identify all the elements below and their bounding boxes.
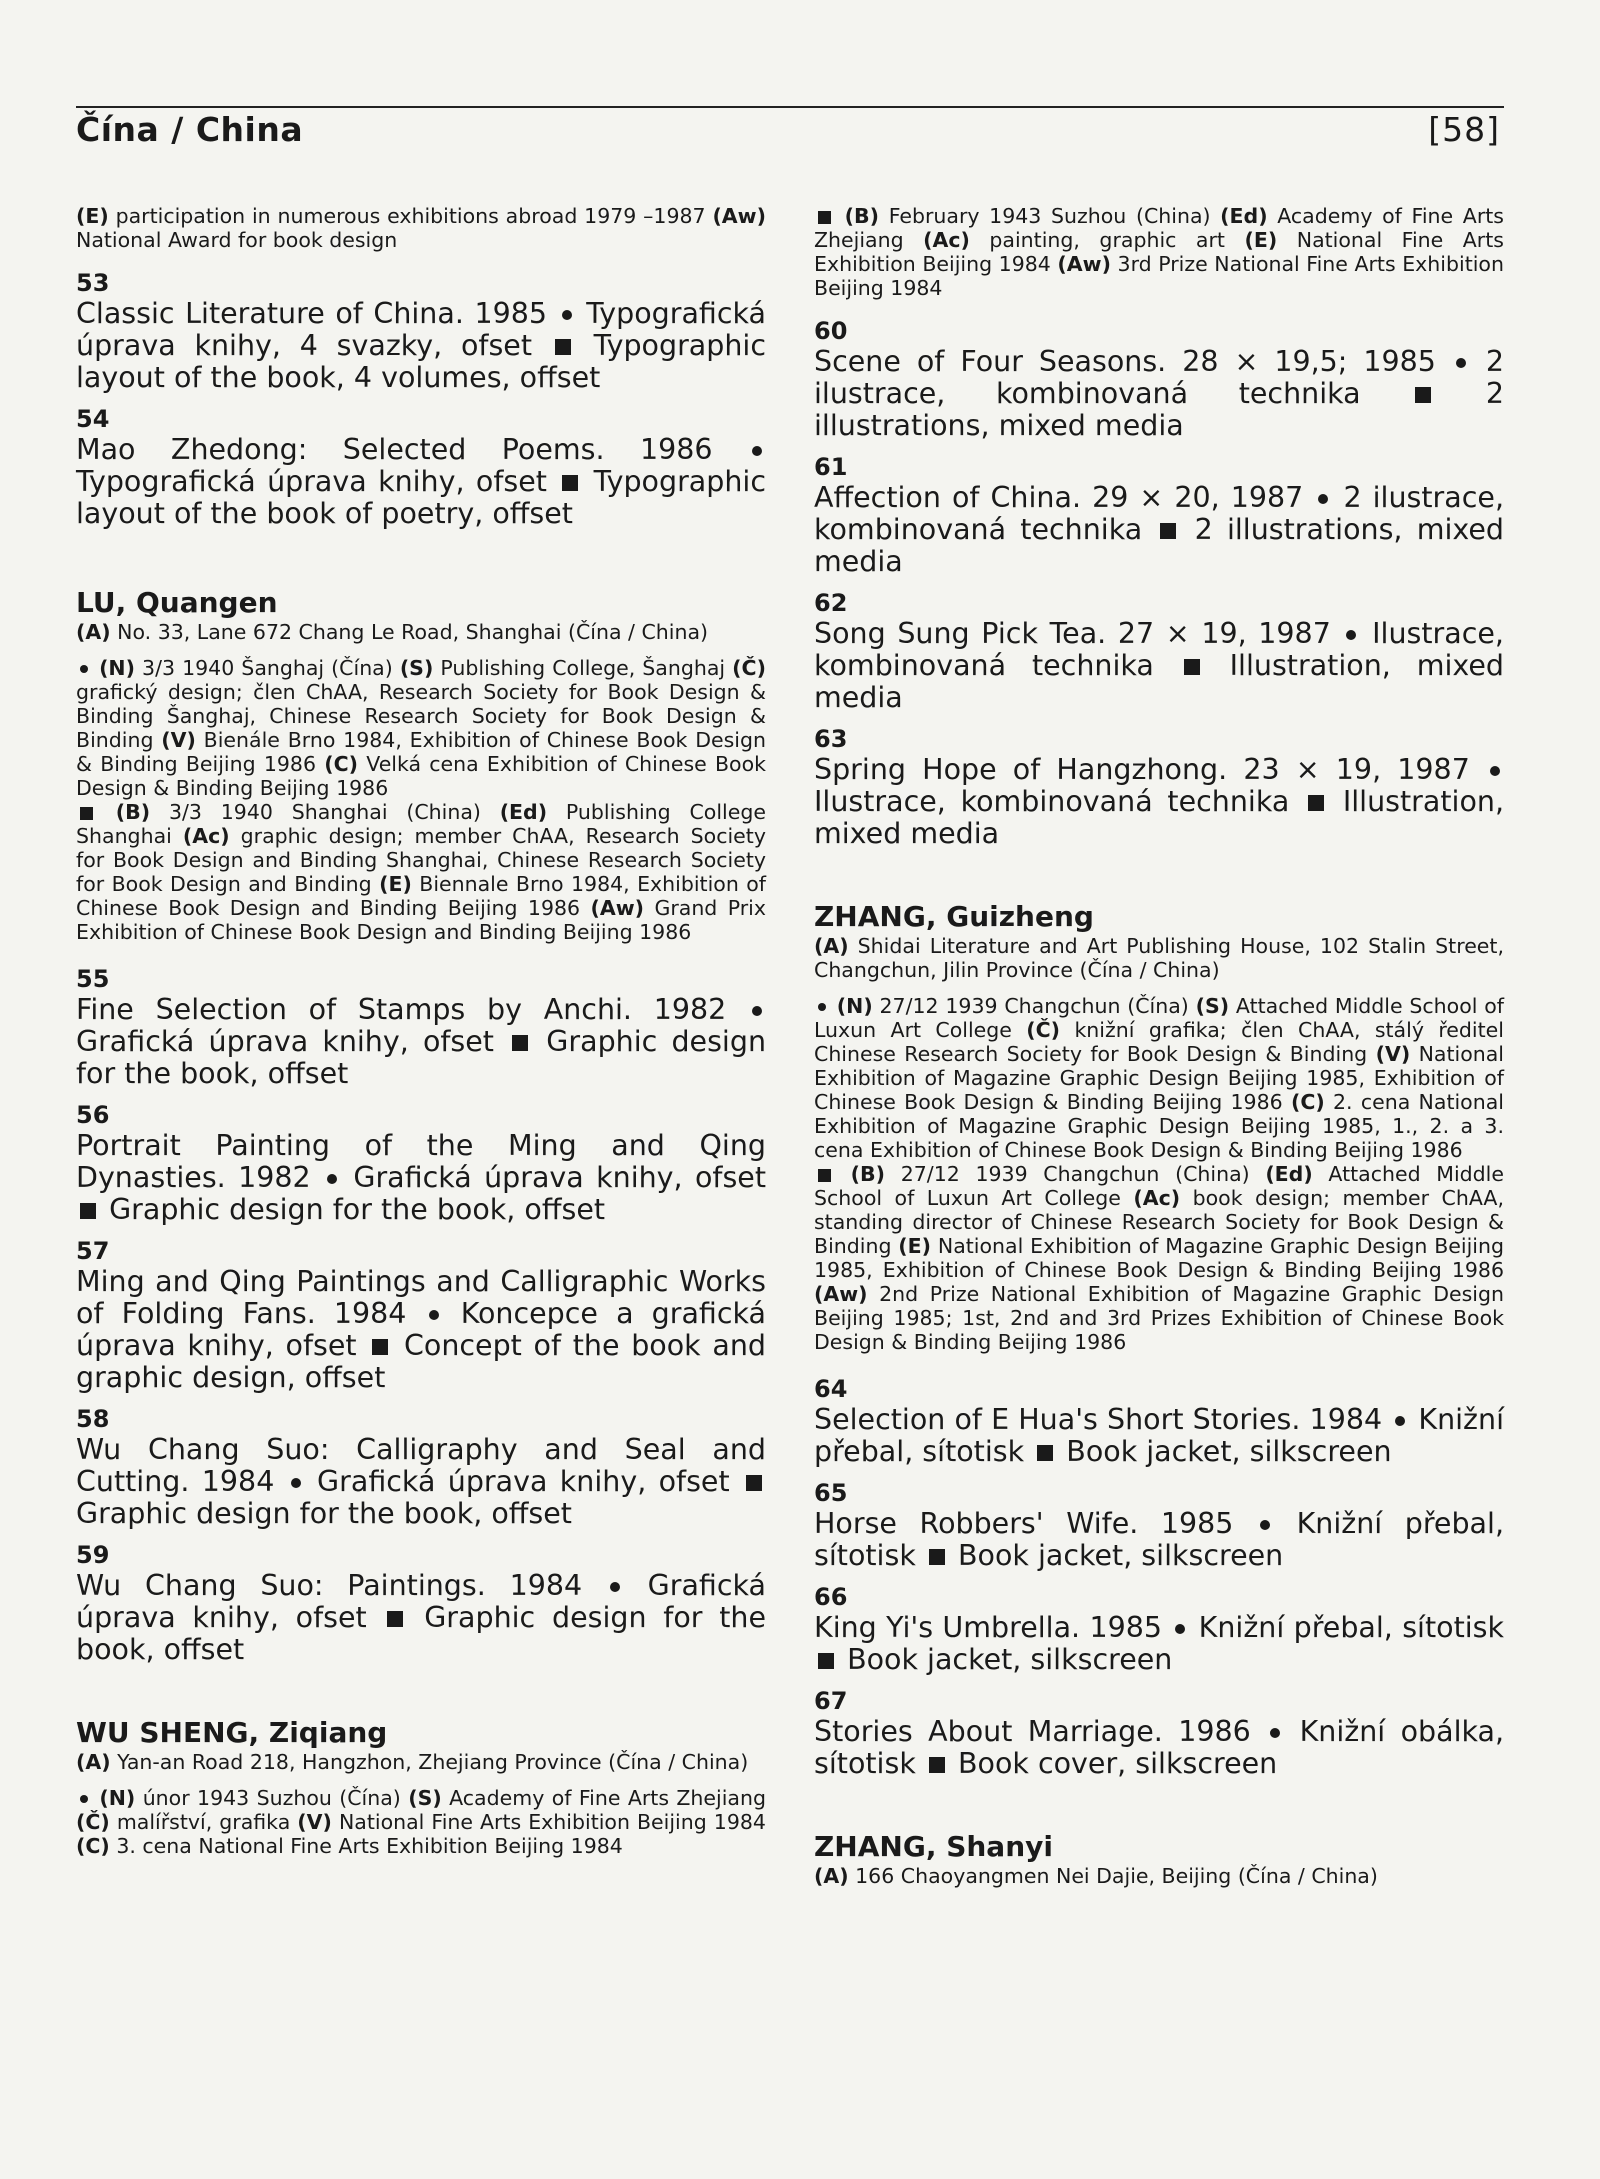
page-header: [76, 110, 1504, 160]
square-icon: [818, 1169, 831, 1182]
bullet-icon: [291, 1478, 301, 1488]
bio-text: 3/3 1940 Šanghaj (Čína): [142, 656, 393, 680]
square-icon: [818, 1653, 834, 1669]
entry-number: 61: [814, 453, 848, 481]
entry-en: Graphic design for the book, offset: [76, 1497, 572, 1530]
tag-cc: (C): [324, 752, 359, 776]
bio-text: National Exhibition of Magazine Graphic Design Beijing 1985, Exhibition of Chinese Book Design & Binding Beijing 1986: [814, 1234, 1504, 1282]
entry-description: [76, 994, 766, 1090]
entry-cz: Grafická úprava knihy, ofset: [353, 1161, 767, 1194]
entry: [76, 1540, 766, 1666]
entry-number: 55: [76, 965, 110, 993]
bio-text: Grand Prix Exhibition of Chinese Book Design and Binding Beijing 1986: [76, 896, 766, 944]
bio-text: Biennale Brno 1984, Exhibition of Chinese Book Design and Binding Beijing 1986: [76, 872, 766, 920]
entry-cz: Grafická úprava knihy, ofset: [76, 1025, 494, 1058]
entry: [76, 1236, 766, 1394]
bio-text: National Fine Arts Exhibition Beijing 1984: [338, 1810, 766, 1834]
entry-en: Typographic layout of the book of poetry, offset: [76, 465, 766, 530]
entry-description: [814, 346, 1504, 442]
tag-aw: (Aw): [712, 204, 766, 228]
tag-e: (E): [379, 872, 412, 896]
bullet-icon: [429, 1310, 439, 1320]
bullet-icon: [1260, 1520, 1270, 1530]
tag-a: (A): [814, 1864, 849, 1888]
entry-title: Wu Chang Suo: Paintings. 1984: [76, 1569, 583, 1602]
entry-title: Ming and Qing Paintings and Calligraphic Works of Folding Fans. 1984: [76, 1265, 766, 1330]
artist-bio-en: [814, 204, 1504, 300]
tag-n: (N): [99, 656, 135, 680]
entry-en: Book jacket, silkscreen: [957, 1539, 1284, 1572]
entry: [76, 1404, 766, 1530]
entry-title: Portrait Painting of the Ming and Qing Dynasties. 1982: [76, 1129, 766, 1194]
entry: [76, 268, 766, 394]
bullet-icon: [80, 1795, 88, 1803]
entry-cz: Grafická úprava knihy, ofset: [76, 1569, 766, 1634]
square-icon: [387, 1611, 403, 1627]
bio-text: 2. cena National Exhibition of Magazine Graphic Design Beijing 1985, 1., 2. a 3. cena Exhibition of Chinese Book Design & Binding Beijing 1986: [814, 1090, 1504, 1162]
artist-address: [76, 620, 766, 644]
artist-zhang-shanyi: [814, 1830, 1504, 1888]
header-rule: [76, 106, 1504, 108]
entry-description: [76, 298, 766, 394]
tag-v: (V): [161, 728, 196, 752]
bullet-icon: [818, 1003, 826, 1011]
bullet-icon: [752, 446, 762, 456]
bio-text: 27/12 1939 Changchun (China): [900, 1162, 1250, 1186]
bullet-icon: [1175, 1624, 1185, 1634]
artist-address: [814, 1864, 1504, 1888]
address-text: Shidai Literature and Art Publishing House, 102 Stalin Street, Changchun, Jilin Province (Čína / China): [814, 934, 1504, 982]
bio-text: 3rd Prize National Fine Arts Exhibition Beijing 1984: [814, 252, 1504, 300]
entry-en: Illustration, mixed media: [814, 649, 1505, 714]
tag-b: (B): [844, 204, 880, 228]
bio-text: grafický design; člen ChAA, Research Society for Book Design & Binding Šanghaj, Chinese Research Society for Book Design & Binding: [76, 680, 766, 752]
tag-s: (S): [408, 1786, 442, 1810]
bio-text: graphic design; member ChAA, Research Society for Book Design and Binding Shanghai, Chinese Research Society for Book Design and Binding: [76, 824, 766, 896]
bio-text: Academy of Fine Arts Zhejiang: [449, 1786, 766, 1810]
entry: [814, 588, 1504, 714]
bio-text: 3/3 1940 Shanghai (China): [168, 800, 481, 824]
address-text: 166 Chaoyangmen Nei Dajie, Beijing (Čína / China): [855, 1864, 1378, 1888]
bullet-icon: [327, 1174, 337, 1184]
entry-description: [76, 1570, 766, 1666]
bio-text: 2nd Prize National Exhibition of Magazine Graphic Design Beijing 1985; 1st, 2nd and 3rd Prizes Exhibition of Chinese Book Design & Binding Beijing 1986: [814, 1282, 1504, 1354]
entry-description: [814, 754, 1504, 850]
entry-number: 66: [814, 1583, 848, 1611]
entry-number: 62: [814, 589, 848, 617]
entry-cz: Knižní přebal, sítotisk: [1198, 1611, 1505, 1644]
tag-e: (E): [76, 204, 109, 228]
artist-lu: [76, 586, 766, 944]
left-column: [76, 204, 766, 1858]
lin-intro: [76, 204, 766, 252]
entry-number: 67: [814, 1687, 848, 1715]
square-icon: [372, 1339, 388, 1355]
bio-text: National Exhibition of Magazine Graphic Design Beijing 1985, Exhibition of Chinese Book Design & Binding Beijing 1986: [814, 1042, 1504, 1114]
bullet-icon: [1318, 494, 1328, 504]
bio-text: Attached Middle School of Luxun Art College: [814, 994, 1504, 1042]
square-icon: [818, 211, 831, 224]
bio-text: National Fine Arts Exhibition Beijing 1984: [814, 228, 1504, 276]
tag-e: (E): [1244, 228, 1278, 252]
tag-n: (N): [99, 1786, 136, 1810]
entry-number: 54: [76, 405, 110, 433]
bio-text: book design; member ChAA, standing director of Chinese Research Society for Book Design & Binding: [814, 1186, 1504, 1258]
tag-ac: (Ac): [182, 824, 230, 848]
entry: [814, 1686, 1504, 1780]
entry-title: Affection of China. 29 × 20, 1987: [814, 481, 1304, 514]
entry: [76, 964, 766, 1090]
tag-a: (A): [814, 934, 849, 958]
entry-number: 57: [76, 1237, 110, 1265]
square-icon: [80, 807, 93, 820]
tag-e: (E): [898, 1234, 932, 1258]
entry-cz: 2 ilustrace, kombinovaná technika: [814, 481, 1505, 546]
square-icon: [929, 1549, 945, 1565]
bio-text: malířství, grafika: [116, 1810, 291, 1834]
entry-title: Selection of E Hua's Short Stories. 1984: [814, 1403, 1383, 1436]
entry-description: [814, 1404, 1504, 1468]
artist-address: [814, 934, 1504, 982]
bullet-icon: [1490, 766, 1500, 776]
tag-c: (Č): [732, 656, 766, 680]
tag-ac: (Ac): [923, 228, 970, 252]
bullet-icon: [1395, 1416, 1405, 1426]
bullet-icon: [80, 665, 88, 673]
entry-en: Graphic design for the book, offset: [76, 1025, 767, 1090]
address-text: No. 33, Lane 672 Chang Le Road, Shanghai (Čína / China): [117, 620, 709, 644]
entry-title: Scene of Four Seasons. 28 × 19,5; 1985: [814, 345, 1436, 378]
bio-text: painting, graphic art: [989, 228, 1225, 252]
bullet-icon: [562, 310, 572, 320]
entry-description: [76, 434, 766, 530]
entry-en: Typographic layout of the book, 4 volumes, offset: [76, 329, 767, 394]
entry-title: King Yi's Umbrella. 1985: [814, 1611, 1162, 1644]
entry-en: Book jacket, silkscreen: [847, 1643, 1173, 1676]
entry-en: Concept of the book and graphic design, offset: [76, 1329, 766, 1394]
entry-cz: Grafická úprava knihy, ofset: [317, 1465, 730, 1498]
square-icon: [555, 339, 571, 355]
square-icon: [929, 1757, 945, 1773]
entry-description: [814, 1716, 1504, 1780]
entry-title: Fine Selection of Stamps by Anchi. 1982: [76, 993, 727, 1026]
bullet-icon: [1456, 358, 1466, 368]
square-icon: [80, 1203, 96, 1219]
entry-title: Wu Chang Suo: Calligraphy and Seal and Cutting. 1984: [76, 1433, 766, 1498]
entry-title: Horse Robbers' Wife. 1985: [814, 1507, 1234, 1540]
tag-ac: (Ac): [1133, 1186, 1181, 1210]
address-text: Yan-an Road 218, Hangzhon, Zhejiang Province (Čína / China): [117, 1750, 749, 1774]
square-icon: [512, 1035, 528, 1051]
entry: [76, 404, 766, 530]
tag-ed: (Ed): [1265, 1162, 1313, 1186]
entry: [814, 452, 1504, 578]
entry-title: Mao Zhedong: Selected Poems. 1986: [76, 433, 713, 466]
entry-title: Classic Literature of China. 1985: [76, 297, 548, 330]
entry-description: [814, 1612, 1504, 1676]
entry-title: Spring Hope of Hangzhong. 23 × 19, 1987: [814, 753, 1470, 786]
tag-cc: (C): [1290, 1090, 1325, 1114]
entry-cz: Typografická úprava knihy, 4 svazky, ofset: [76, 297, 767, 362]
artist-name: WU SHENG, Ziqiang: [76, 1716, 388, 1749]
bio-text: knižní grafika; člen ChAA, stálý ředitel Chinese Research Society for Book Design & Binding: [814, 1018, 1504, 1066]
entry-number: 56: [76, 1101, 110, 1129]
entry-cz: Ilustrace, kombinovaná technika: [814, 785, 1290, 818]
tag-aw: (Aw): [590, 896, 645, 920]
bio-text: February 1943 Suzhou (China): [888, 204, 1211, 228]
tag-n: (N): [836, 994, 873, 1018]
entry-en: 2 illustrations, mixed media: [814, 377, 1505, 442]
square-icon: [1308, 795, 1324, 811]
entry-number: 60: [814, 317, 848, 345]
artist-name: ZHANG, Guizheng: [814, 900, 1094, 933]
entry-number: 64: [814, 1375, 848, 1403]
artist-bio-en: [814, 1162, 1504, 1354]
tag-ed: (Ed): [1220, 204, 1268, 228]
entry-description: [814, 1508, 1504, 1572]
entry-number: 58: [76, 1405, 110, 1433]
entry-en: Graphic design for the book, offset: [109, 1193, 606, 1226]
entry-cz: 2 ilustrace, kombinovaná technika: [814, 345, 1505, 410]
artist-zhang-guizheng: [814, 900, 1504, 1354]
bio-text: Academy of Fine Arts Zhejiang: [814, 204, 1504, 252]
entry-cz: Koncepce a grafická úprava knihy, ofset: [76, 1297, 767, 1362]
entry-description: [814, 618, 1504, 714]
artist-bio-cz: [814, 994, 1504, 1162]
tag-b: (B): [115, 800, 151, 824]
tag-a: (A): [76, 1750, 111, 1774]
square-icon: [1184, 659, 1200, 675]
entry-number: 59: [76, 1541, 110, 1569]
right-column: [814, 204, 1504, 1888]
square-icon: [562, 475, 578, 491]
entry-en: Illustration, mixed media: [814, 785, 1505, 850]
entry-description: [76, 1266, 766, 1394]
entry-cz: Typografická úprava knihy, ofset: [76, 465, 547, 498]
entry: [814, 1374, 1504, 1468]
tag-aw: (Aw): [814, 1282, 868, 1306]
bio-text: 27/12 1939 Changchun (Čína): [879, 994, 1189, 1018]
tag-s: (S): [1195, 994, 1230, 1018]
entry-en: Graphic design for the book, offset: [76, 1601, 766, 1666]
entry-description: [76, 1130, 766, 1226]
bio-text: Publishing College Shanghai: [76, 800, 766, 848]
page-number: [58]: [1428, 110, 1500, 149]
square-icon: [1415, 387, 1431, 403]
entry: [76, 1100, 766, 1226]
entry: [814, 724, 1504, 850]
entry-number: 63: [814, 725, 848, 753]
tag-b: (B): [850, 1162, 886, 1186]
entry-cz: Ilustrace, kombinovaná technika: [814, 617, 1504, 682]
tag-c: (Č): [1026, 1018, 1061, 1042]
artist-bio-en: [76, 800, 766, 944]
entry-title: Song Sung Pick Tea. 27 × 19, 1987: [814, 617, 1331, 650]
bio-text: Bienále Brno 1984, Exhibition of Chinese Book Design & Binding Beijing 1986: [76, 728, 766, 776]
tag-cc: (C): [76, 1834, 110, 1858]
bio-text: Publishing College, Šanghaj: [440, 656, 726, 680]
bullet-icon: [752, 1006, 762, 1016]
artist-address: [76, 1750, 766, 1774]
artist-name: ZHANG, Shanyi: [814, 1830, 1053, 1863]
entry-en: Book jacket, silkscreen: [1066, 1435, 1392, 1468]
entry-cz: Knižní přebal, sítotisk: [814, 1403, 1504, 1468]
bullet-icon: [610, 1582, 620, 1592]
entry-description: [76, 1434, 766, 1530]
entry-en: 2 illustrations, mixed media: [814, 513, 1504, 578]
award-text: National Award for book design: [76, 228, 398, 252]
artist-bio-cz: [76, 656, 766, 800]
tag-s: (S): [399, 656, 434, 680]
tag-aw: (Aw): [1057, 252, 1111, 276]
entry-description: [814, 482, 1504, 578]
page-title: Čína / China: [76, 110, 304, 149]
entry-cz: Knižní obálka, sítotisk: [814, 1715, 1505, 1780]
square-icon: [1037, 1445, 1053, 1461]
artist-name: LU, Quangen: [76, 586, 278, 619]
square-icon: [746, 1475, 762, 1491]
tag-ed: (Ed): [499, 800, 548, 824]
tag-c: (Č): [76, 1810, 110, 1834]
bio-text: 3. cena National Fine Arts Exhibition Beijing 1984: [116, 1834, 623, 1858]
bullet-icon: [1346, 630, 1356, 640]
artist-bio-cz: [76, 1786, 766, 1858]
entry: [814, 316, 1504, 442]
artist-wu: [76, 1716, 766, 1858]
bio-text: Attached Middle School of Luxun Art College: [814, 1162, 1504, 1210]
entry-cz: Knižní přebal, sítotisk: [814, 1507, 1504, 1572]
entry: [814, 1478, 1504, 1572]
tag-a: (A): [76, 620, 111, 644]
bio-text: únor 1943 Suzhou (Čína): [142, 1786, 401, 1810]
tag-v: (V): [1375, 1042, 1411, 1066]
entry-en: Book cover, silkscreen: [957, 1747, 1278, 1780]
entry-number: 65: [814, 1479, 848, 1507]
tag-v: (V): [297, 1810, 332, 1834]
exhibition-text: participation in numerous exhibitions abroad 1979 –1987: [115, 204, 706, 228]
bullet-icon: [1270, 1728, 1280, 1738]
square-icon: [1160, 523, 1176, 539]
bio-text: Velká cena Exhibition of Chinese Book Design & Binding Beijing 1986: [76, 752, 766, 800]
entry-number: 53: [76, 269, 110, 297]
entry: [814, 1582, 1504, 1676]
entry-title: Stories About Marriage. 1986: [814, 1715, 1251, 1748]
